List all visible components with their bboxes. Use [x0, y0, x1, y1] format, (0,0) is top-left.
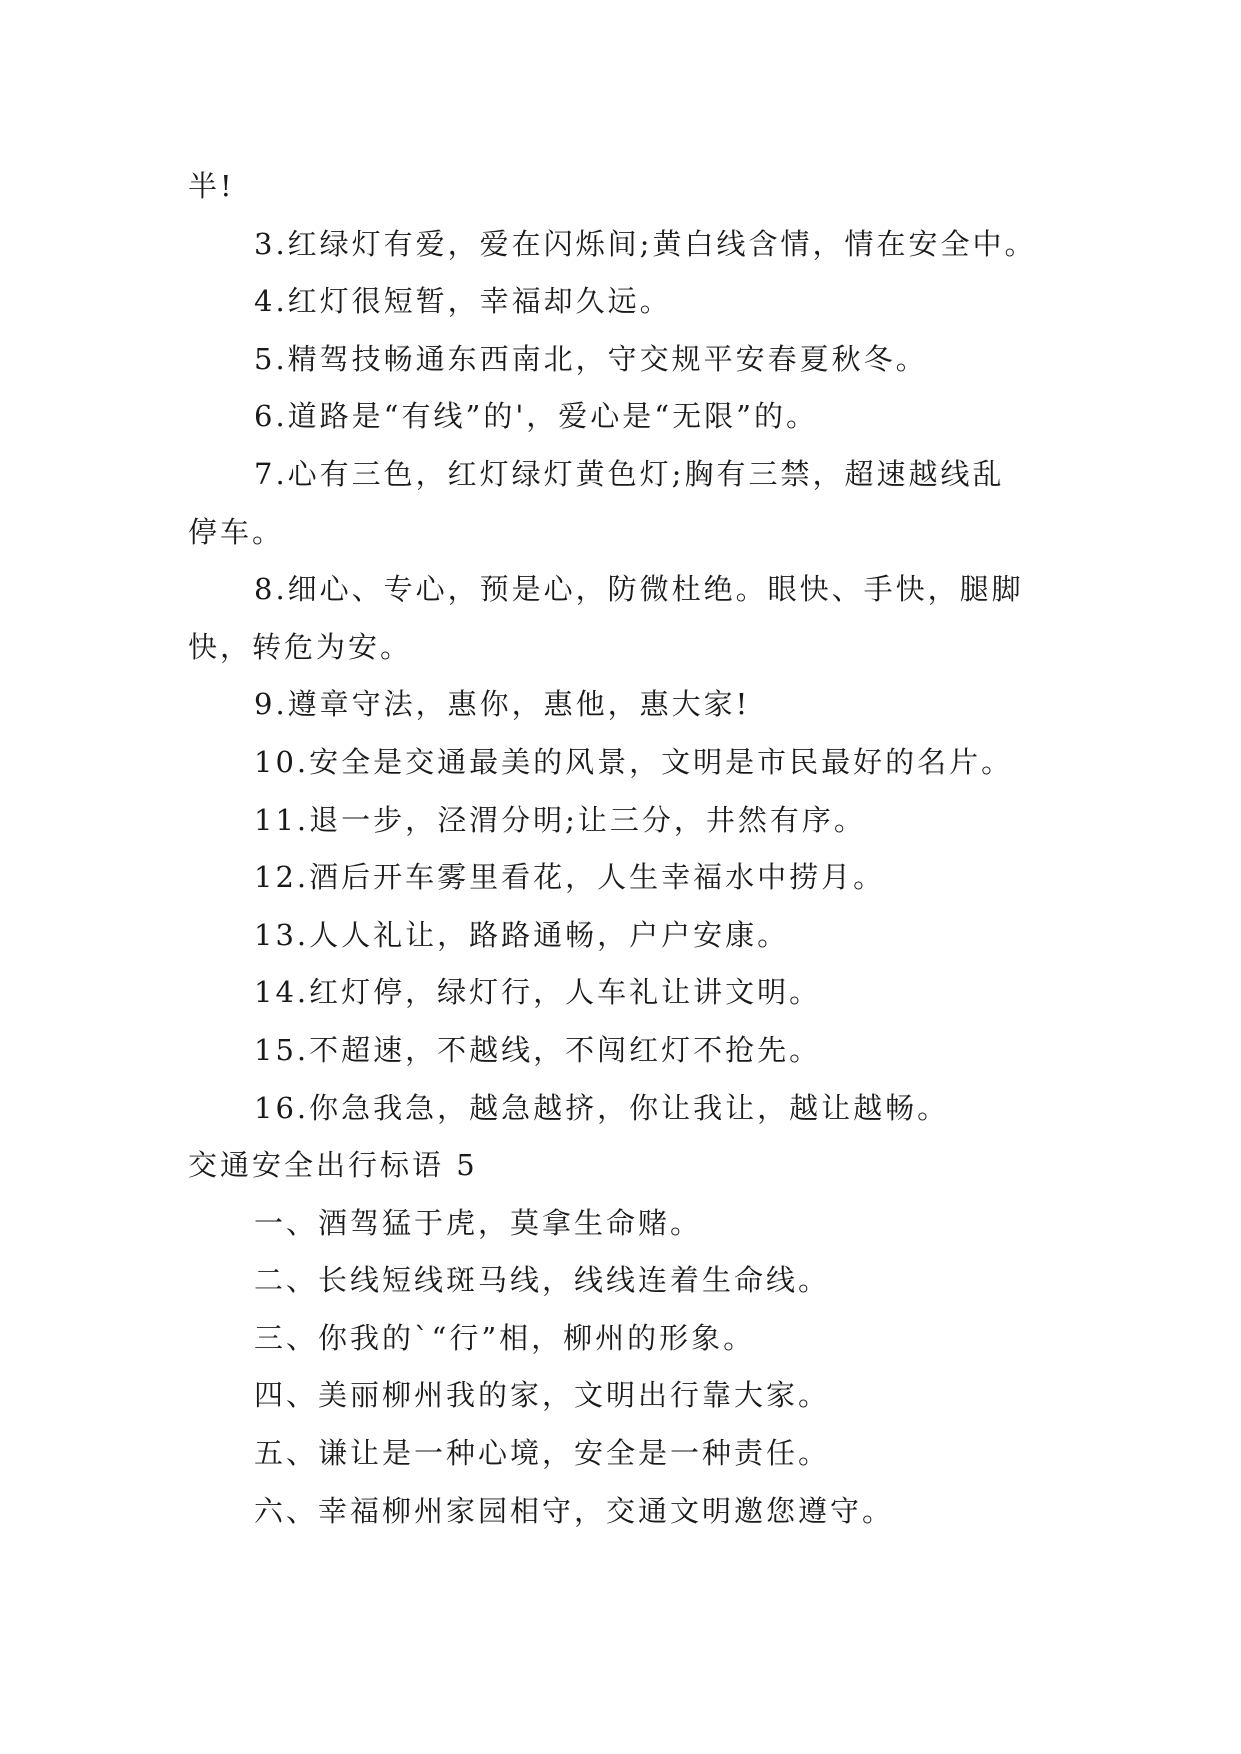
- text-line: 12.酒后开车雾里看花，人生幸福水中捞月。: [254, 860, 886, 895]
- text-line: 7.心有三色，红灯绿灯黄色灯;胸有三禁，超速越线乱: [254, 456, 1005, 491]
- text-line: 快，转危为安。: [188, 629, 413, 664]
- text-line: 一、酒驾猛于虎，莫拿生命赌。: [254, 1205, 703, 1240]
- text-line: 停车。: [188, 514, 285, 549]
- text-line: 11.退一步，泾渭分明;让三分，井然有序。: [254, 802, 866, 837]
- text-line: 二、长线短线斑马线，线线连着生命线。: [254, 1263, 831, 1298]
- text-line: 6.道路是“有线”的'，爱心是“无限”的。: [254, 399, 818, 434]
- text-line: 15.不超速，不越线，不闯红灯不抢先。: [254, 1032, 822, 1067]
- text-line: 8.细心、专心，预是心，防微杜绝。眼快、手快，腿脚: [254, 572, 1024, 607]
- text-line: 三、你我的`“行”相，柳州的形象。: [254, 1320, 756, 1355]
- text-line: 五、谦让是一种心境，安全是一种责任。: [254, 1436, 831, 1471]
- text-line: 半!: [188, 169, 235, 203]
- document-body: [188, 158, 1088, 1540]
- text-line: 16.你急我急，越急越挤，你让我让，越让越畅。: [254, 1090, 950, 1125]
- text-line: 4.红灯很短暂，幸福却久远。: [254, 284, 672, 319]
- text-line: 13.人人礼让，路路通畅，户户安康。: [254, 917, 790, 952]
- text-line: 六、幸福柳州家园相守，交通文明邀您遵守。: [254, 1493, 895, 1528]
- text-line: 5.精驾技畅通东西南北，守交规平安春夏秋冬。: [254, 341, 928, 376]
- text-line: 14.红灯停，绿灯行，人车礼让讲文明。: [254, 975, 822, 1010]
- text-line: 四、美丽柳州我的家，文明出行靠大家。: [254, 1378, 831, 1413]
- text-line: 3.红绿灯有爱，爱在闪烁间;黄白线含情，情在安全中。: [254, 226, 1037, 261]
- section-heading: 交通安全出行标语 5: [188, 1148, 478, 1183]
- text-line: 9.遵章守法，惠你，惠他，惠大家!: [254, 687, 751, 722]
- text-line: 10.安全是交通最美的风景，文明是市民最好的名片。: [254, 744, 1014, 779]
